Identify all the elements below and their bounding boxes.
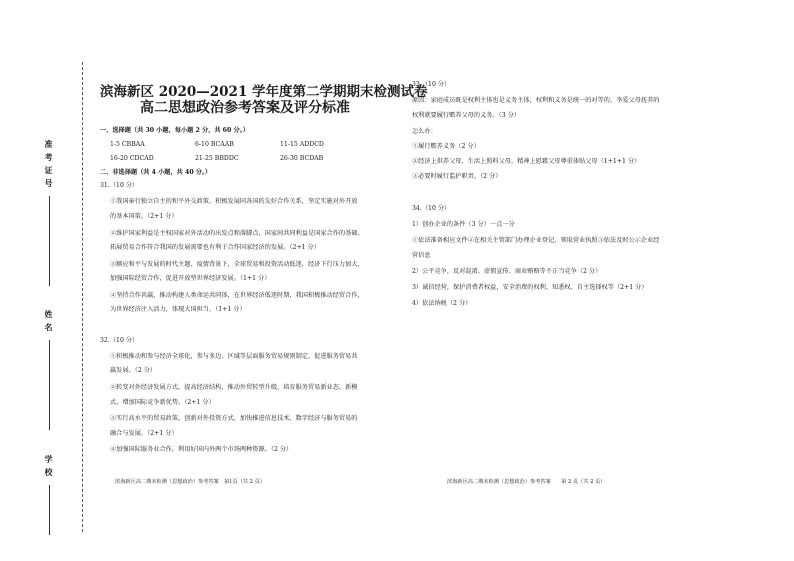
q31-line: ③顺应和平与发展的时代主题，疫情背景下，全球贸易和投资活动低迷，经济下行压力加大， xyxy=(110,261,364,268)
q32-line: 融合与发展。（2+1 分） xyxy=(110,430,178,437)
q34-line: 营信息 xyxy=(412,252,431,259)
q31-line: ④坚持合作共赢，推动构建人类命运共同体，在世界经济低迷时期，我国积极推动经贸合作， xyxy=(110,292,364,299)
q33-line: ③必要时履行监护职责。（2 分） xyxy=(412,173,502,180)
answer-group: 6-10 BCAAB xyxy=(195,141,234,148)
page-1-footer: 滨海新区高二期末检测（思想政治）参考答案 第1页（共 2 页） xyxy=(115,479,265,485)
q32-line: ②转变对外经济发展方式，提高经济结构，推动外贸转型升级，培育服务贸易新业态、新模 xyxy=(110,384,358,391)
q34-line: 4）依法纳税（2 分） xyxy=(412,300,472,307)
q31-line: 加强国际经贸合作，促进开放型世界经济发展。（1+1 分） xyxy=(110,275,271,282)
q32-line: ①积极推动和参与经济全球化，参与多边、区域等层面服务贸易规则制定，促进服务贸易共 xyxy=(110,353,358,360)
q34-heading: 34.（10 分） xyxy=(412,205,451,212)
q31-line: ②维护国家利益是主权国家对外活动的出发点和落脚点，国家间共同利益是国家合作的基础。 xyxy=(110,230,364,237)
school-blank xyxy=(49,485,50,535)
section1-heading: 一、选择题（共 30 小题，每小题 2 分，共 60 分。） xyxy=(100,127,249,134)
q32-line: ③实行高水平的贸易政策，创新对外投资方式，加快推进信息技术、数字经济与服务贸易的 xyxy=(110,415,358,422)
binding-margin xyxy=(0,0,88,561)
name-label: 姓名 xyxy=(44,310,54,336)
q31-line: ①我国奉行独立自主的和平外交政策，积极发展同各国的友好合作关系，坚定实施对外开放 xyxy=(110,198,358,205)
page-2-footer: 滨海新区高二期末检测（思想政治）参考答案 第 2 页（共 2 页） xyxy=(447,479,606,485)
admission-number-blank xyxy=(49,196,50,286)
q33-line: ①履行赡养义务（2 分） xyxy=(412,143,480,150)
q32-line: 赢发展。（2 分） xyxy=(110,367,157,374)
q31-line: 拓展贸易合作符合我国的发展需要也有利于合作国家经济的发展。（2+1 分） xyxy=(110,244,320,251)
seal-line xyxy=(82,62,83,532)
answer-group: 21-25 BBDDC xyxy=(195,155,239,162)
section2-heading: 二、非选择题（共 4 小题，共 40 分。） xyxy=(100,169,212,176)
answer-group: 11-15 ADDCD xyxy=(280,141,324,148)
q33-line: ②经济上供养父母，生活上照料父母，精神上慰藉父母尊重体贴父母（1+1+1 分） xyxy=(412,158,641,165)
q34-line: 1）创办企业的条件（3 分）一点一分 xyxy=(412,221,515,228)
q32-heading: 32.（10 分） xyxy=(100,337,139,344)
q34-line: 3）诚信经营，保护消费者权益，安全消费的权利、知悉权、自主选择权等（2+1 分） xyxy=(412,284,648,291)
school-label: 学校 xyxy=(44,455,54,481)
q33-line: 权利就要履行赡养父母的义务。（3 分） xyxy=(412,112,520,119)
answer-group: 16-20 CDCAD xyxy=(110,155,154,162)
q31-heading: 31.（10 分） xyxy=(100,182,139,189)
answer-group: 1-5 CBBAA xyxy=(110,141,145,148)
q34-line: 2）公平竞争，反对混淆、虚假宣传、商业贿赂等不正当竞争（2 分） xyxy=(412,268,602,275)
q31-line: 为世界经济注入活力，体现大国担当。（1+1 分） xyxy=(110,306,246,313)
name-field xyxy=(44,310,55,430)
exam-title: 滨海新区 2020—2021 学年度第二学期期末检测试卷 xyxy=(100,84,428,100)
admission-number-field xyxy=(44,140,55,286)
q32-line: 式，增加国际竞争新优势。（2+1 分） xyxy=(110,399,215,406)
exam-subtitle: 高二思想政治参考答案及评分标准 xyxy=(140,100,350,116)
q33-line: 怎么办： xyxy=(412,128,437,135)
q32-line: ④加强国际服务业合作，利用好国内外两个市场两种资源。（2 分） xyxy=(110,446,293,453)
q31-line: 的基本国策。（2+1 分） xyxy=(110,213,178,220)
answer-group: 26-30 BCDAB xyxy=(280,155,324,162)
q33-heading: 33.（10 分） xyxy=(412,81,451,88)
school-field xyxy=(44,455,55,535)
name-blank xyxy=(49,340,50,430)
q33-line: 原因：家庭成员既是权利主体也是义务主体，权利和义务是统一的对等的，李爱父母抚养的 xyxy=(412,97,660,104)
q34-line: ①依法准备相应文件②在相关主管部门办理企业登记，领取营业执照③依法及时公示企业经 xyxy=(412,237,660,244)
admission-number-label: 准考证号 xyxy=(44,140,54,192)
